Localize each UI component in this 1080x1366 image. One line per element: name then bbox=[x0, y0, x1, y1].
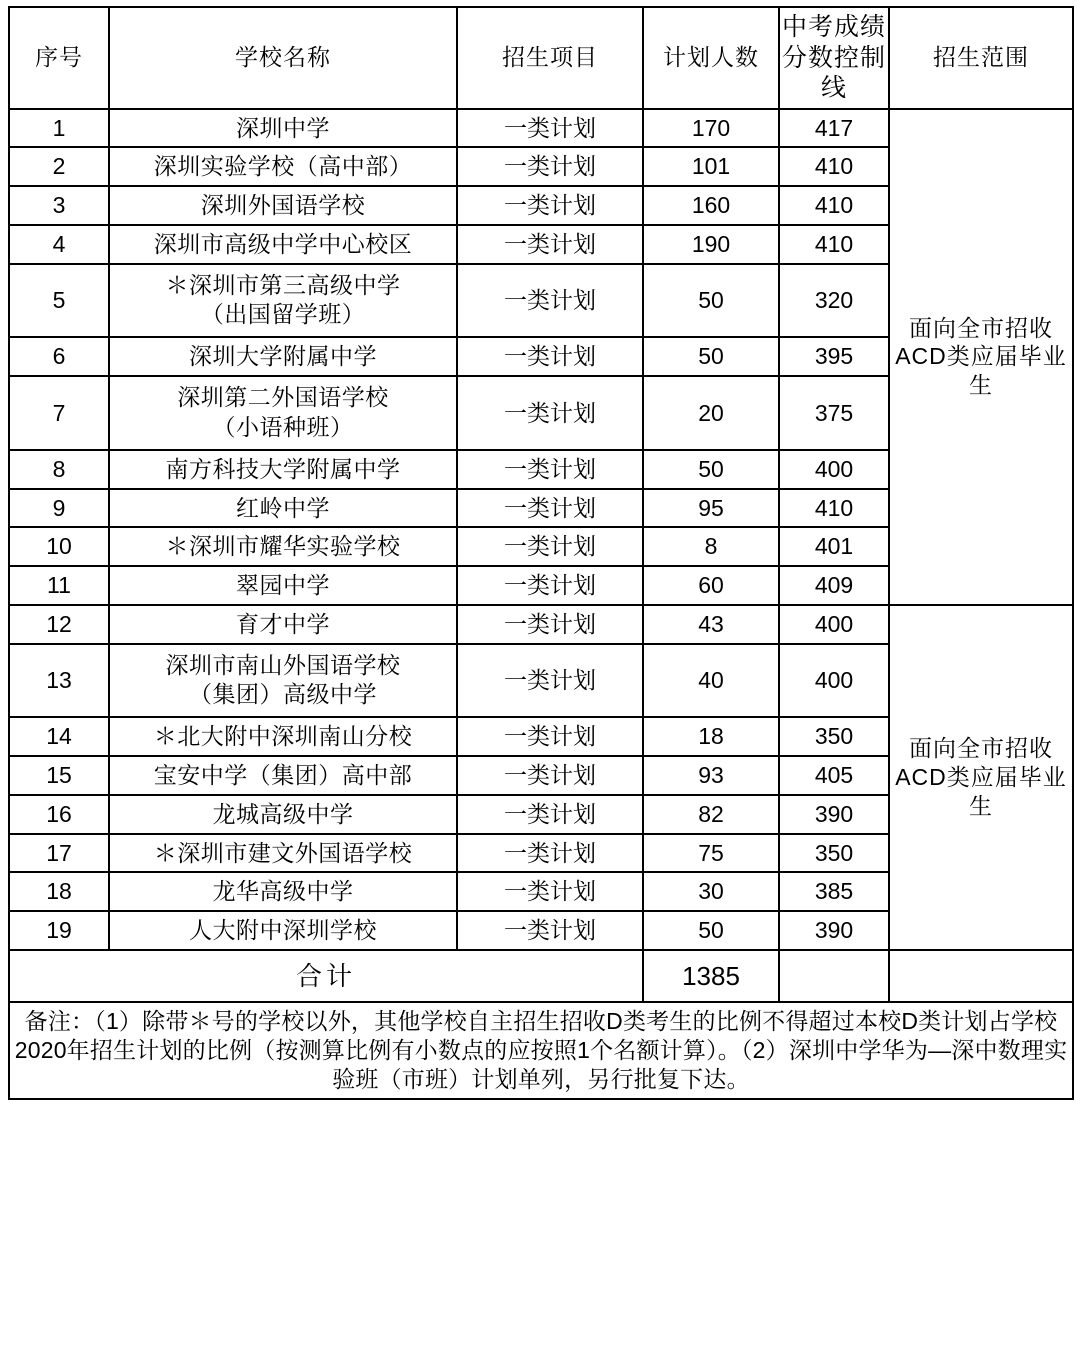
cell-program: 一类计划 bbox=[457, 186, 643, 225]
cell-school: 深圳大学附属中学 bbox=[109, 337, 457, 376]
cell-range-group-1: 面向全市招收ACD类应届毕业生 bbox=[889, 109, 1073, 605]
cell-school: 深圳实验学校（高中部） bbox=[109, 147, 457, 186]
cell-plan: 50 bbox=[643, 450, 779, 489]
cell-score: 401 bbox=[779, 527, 889, 566]
cell-school: 深圳市高级中学中心校区 bbox=[109, 225, 457, 264]
cell-program: 一类计划 bbox=[457, 795, 643, 834]
cell-index: 5 bbox=[9, 264, 109, 338]
cell-score: 385 bbox=[779, 872, 889, 911]
total-value: 1385 bbox=[643, 950, 779, 1003]
cell-score: 417 bbox=[779, 109, 889, 148]
cell-program: 一类计划 bbox=[457, 264, 643, 338]
cell-school-line2: （出国留学班） bbox=[200, 301, 366, 328]
cell-program: 一类计划 bbox=[457, 911, 643, 950]
cell-score: 410 bbox=[779, 186, 889, 225]
cell-score: 375 bbox=[779, 376, 889, 450]
cell-program: 一类计划 bbox=[457, 872, 643, 911]
cell-school: 宝安中学（集团）高中部 bbox=[109, 756, 457, 795]
cell-plan: 82 bbox=[643, 795, 779, 834]
admission-plan-table bbox=[8, 6, 1074, 1100]
cell-plan: 95 bbox=[643, 489, 779, 528]
cell-school bbox=[109, 376, 457, 450]
cell-school-line1: ＊深圳市第三高级中学 bbox=[165, 271, 401, 298]
cell-index: 3 bbox=[9, 186, 109, 225]
cell-index: 16 bbox=[9, 795, 109, 834]
cell-score: 390 bbox=[779, 795, 889, 834]
cell-school: 南方科技大学附属中学 bbox=[109, 450, 457, 489]
cell-score: 400 bbox=[779, 644, 889, 718]
total-row bbox=[9, 950, 1073, 1003]
cell-program: 一类计划 bbox=[457, 756, 643, 795]
cell-score: 395 bbox=[779, 337, 889, 376]
cell-score: 400 bbox=[779, 450, 889, 489]
table-note-text: 备注：（1）除带＊号的学校以外，其他学校自主招生招收D类考生的比例不得超过本校D类计划占学校2020年招生计划的比例（按测算比例有小数点的应按照1个名额计算）。（2）深圳中学华为—深中数理实验班（市班）计划单列，另行批复下达。 bbox=[14, 1008, 1068, 1092]
cell-school: 深圳中学 bbox=[109, 109, 457, 148]
total-label: 合计 bbox=[9, 950, 643, 1003]
cell-program: 一类计划 bbox=[457, 834, 643, 873]
cell-score: 320 bbox=[779, 264, 889, 338]
cell-score: 405 bbox=[779, 756, 889, 795]
cell-index: 13 bbox=[9, 644, 109, 718]
cell-program: 一类计划 bbox=[457, 566, 643, 605]
cell-school: 红岭中学 bbox=[109, 489, 457, 528]
cell-score: 350 bbox=[779, 834, 889, 873]
cell-plan: 18 bbox=[643, 717, 779, 756]
cell-index: 12 bbox=[9, 605, 109, 644]
header-program: 招生项目 bbox=[457, 7, 643, 109]
cell-program: 一类计划 bbox=[457, 109, 643, 148]
cell-school: 翠园中学 bbox=[109, 566, 457, 605]
cell-plan: 8 bbox=[643, 527, 779, 566]
cell-program: 一类计划 bbox=[457, 450, 643, 489]
cell-index: 19 bbox=[9, 911, 109, 950]
cell-school: 人大附中深圳学校 bbox=[109, 911, 457, 950]
cell-school: 深圳外国语学校 bbox=[109, 186, 457, 225]
cell-score: 390 bbox=[779, 911, 889, 950]
cell-program: 一类计划 bbox=[457, 337, 643, 376]
cell-score: 410 bbox=[779, 147, 889, 186]
cell-index: 11 bbox=[9, 566, 109, 605]
cell-school: 龙华高级中学 bbox=[109, 872, 457, 911]
cell-plan: 170 bbox=[643, 109, 779, 148]
cell-range-group-2: 面向全市招收ACD类应届毕业生 bbox=[889, 605, 1073, 950]
cell-plan: 50 bbox=[643, 264, 779, 338]
cell-index: 7 bbox=[9, 376, 109, 450]
cell-school-line2: （集团）高级中学 bbox=[189, 681, 377, 708]
cell-score: 409 bbox=[779, 566, 889, 605]
header-score-line: 中考成绩分数控制线 bbox=[779, 7, 889, 109]
cell-plan: 50 bbox=[643, 337, 779, 376]
header-range: 招生范围 bbox=[889, 7, 1073, 109]
cell-plan: 30 bbox=[643, 872, 779, 911]
header-school: 学校名称 bbox=[109, 7, 457, 109]
cell-school-line2: （小语种班） bbox=[212, 413, 354, 440]
cell-school bbox=[109, 644, 457, 718]
table-row bbox=[9, 605, 1073, 644]
total-score-empty bbox=[779, 950, 889, 1003]
cell-program: 一类计划 bbox=[457, 605, 643, 644]
cell-plan: 50 bbox=[643, 911, 779, 950]
cell-plan: 20 bbox=[643, 376, 779, 450]
cell-score: 400 bbox=[779, 605, 889, 644]
cell-program: 一类计划 bbox=[457, 527, 643, 566]
cell-program: 一类计划 bbox=[457, 717, 643, 756]
table-row bbox=[9, 109, 1073, 148]
cell-school: 龙城高级中学 bbox=[109, 795, 457, 834]
cell-program: 一类计划 bbox=[457, 644, 643, 718]
cell-index: 4 bbox=[9, 225, 109, 264]
cell-school: ＊深圳市耀华实验学校 bbox=[109, 527, 457, 566]
cell-school: ＊北大附中深圳南山分校 bbox=[109, 717, 457, 756]
cell-program: 一类计划 bbox=[457, 147, 643, 186]
table-header-row bbox=[9, 7, 1073, 109]
cell-school: 育才中学 bbox=[109, 605, 457, 644]
cell-plan: 160 bbox=[643, 186, 779, 225]
cell-plan: 40 bbox=[643, 644, 779, 718]
cell-index: 15 bbox=[9, 756, 109, 795]
cell-program: 一类计划 bbox=[457, 225, 643, 264]
cell-school: ＊深圳市建文外国语学校 bbox=[109, 834, 457, 873]
cell-plan: 60 bbox=[643, 566, 779, 605]
total-range-empty bbox=[889, 950, 1073, 1003]
cell-index: 14 bbox=[9, 717, 109, 756]
cell-plan: 43 bbox=[643, 605, 779, 644]
cell-program: 一类计划 bbox=[457, 489, 643, 528]
cell-index: 18 bbox=[9, 872, 109, 911]
cell-index: 6 bbox=[9, 337, 109, 376]
table-header bbox=[9, 7, 1073, 109]
cell-index: 8 bbox=[9, 450, 109, 489]
cell-plan: 190 bbox=[643, 225, 779, 264]
cell-index: 17 bbox=[9, 834, 109, 873]
cell-school-line1: 深圳市南山外国语学校 bbox=[165, 651, 401, 678]
note-row bbox=[9, 1002, 1073, 1098]
cell-index: 1 bbox=[9, 109, 109, 148]
cell-plan: 93 bbox=[643, 756, 779, 795]
cell-school bbox=[109, 264, 457, 338]
cell-score: 410 bbox=[779, 225, 889, 264]
table-body bbox=[9, 109, 1073, 1099]
header-index: 序号 bbox=[9, 7, 109, 109]
cell-school-line1: 深圳第二外国语学校 bbox=[177, 384, 389, 411]
header-plan: 计划人数 bbox=[643, 7, 779, 109]
cell-plan: 75 bbox=[643, 834, 779, 873]
cell-index: 2 bbox=[9, 147, 109, 186]
cell-program: 一类计划 bbox=[457, 376, 643, 450]
cell-index: 10 bbox=[9, 527, 109, 566]
cell-score: 410 bbox=[779, 489, 889, 528]
table-note bbox=[9, 1002, 1073, 1098]
cell-score: 350 bbox=[779, 717, 889, 756]
cell-plan: 101 bbox=[643, 147, 779, 186]
cell-index: 9 bbox=[9, 489, 109, 528]
